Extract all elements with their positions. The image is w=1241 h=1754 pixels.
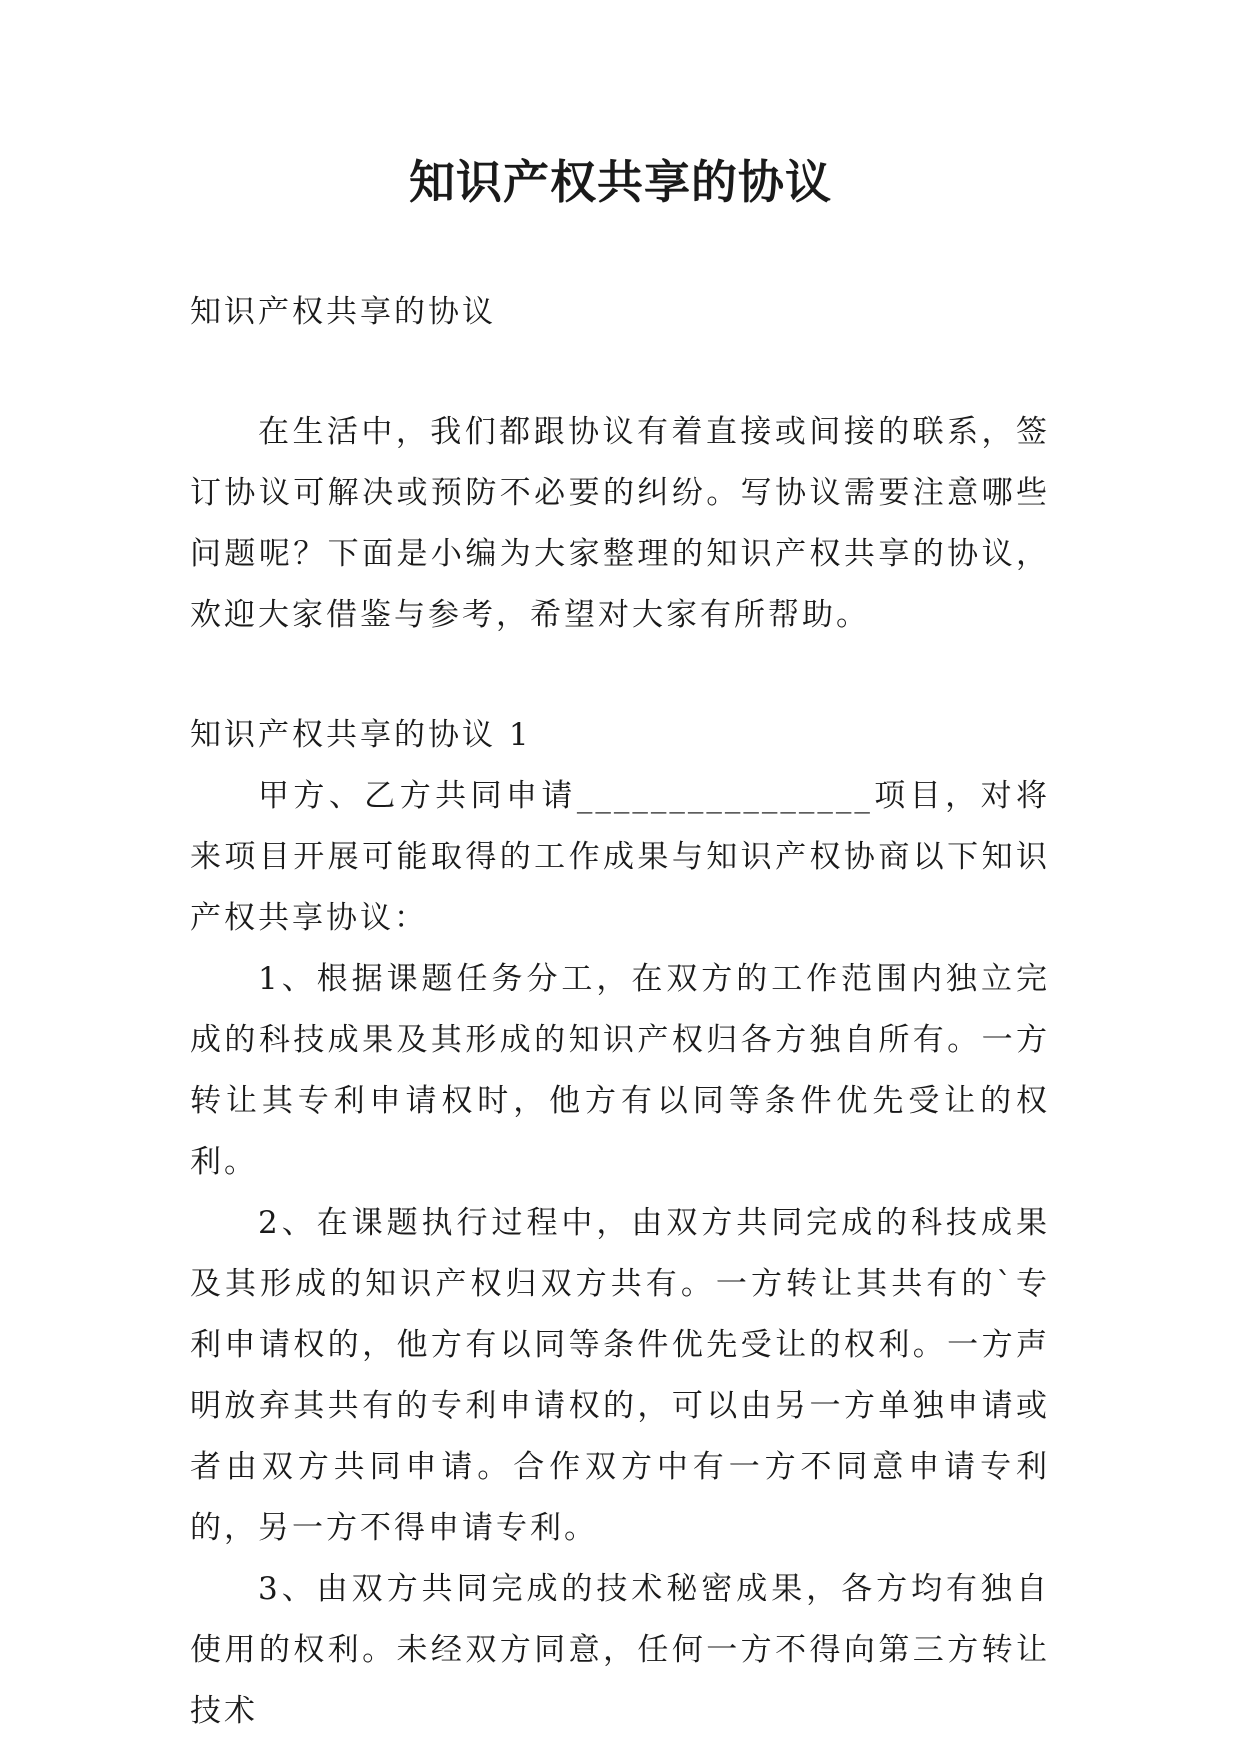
section-heading: 知识产权共享的协议 1 <box>190 717 532 753</box>
document-title: 知识产权共享的协议 <box>409 155 832 209</box>
clause-3-paragraph: 3、由双方共同完成的技术秘密成果，各方均有独自使用的权利。未经双方同意，任何一方不得向第三方转让技术 <box>190 1571 1050 1729</box>
document-subtitle: 知识产权共享的协议 <box>190 294 496 330</box>
intro-paragraph: 在生活中，我们都跟协议有着直接或间接的联系，签订协议可解决或预防不必要的纠纷。写协议需要注意哪些问题呢？下面是小编为大家整理的知识产权共享的协议，欢迎大家借鉴与参考，希望对大家有所帮助。 <box>190 414 1050 633</box>
document-body <box>190 282 1050 1742</box>
clause-1-paragraph: 1、根据课题任务分工，在双方的工作范围内独立完成的科技成果及其形成的知识产权归各方独自所有。一方转让其专利申请权时，他方有以同等条件优先受让的权利。 <box>190 961 1050 1180</box>
clause-2-paragraph: 2、在课题执行过程中，由双方共同完成的科技成果及其形成的知识产权归双方共有。一方转让其共有的`专利申请权的，他方有以同等条件优先受让的权利。一方声明放弃其共有的专利申请权的，可以由另一方单独申请或者由双方共同申请。合作双方中有一方不同意申请专利的，另一方不得申请专利。 <box>190 1205 1050 1546</box>
agreement-paragraph: 甲方、乙方共同申请________________项目，对将来项目开展可能取得的工作成果与知识产权协商以下知识产权共享协议： <box>190 778 1050 936</box>
